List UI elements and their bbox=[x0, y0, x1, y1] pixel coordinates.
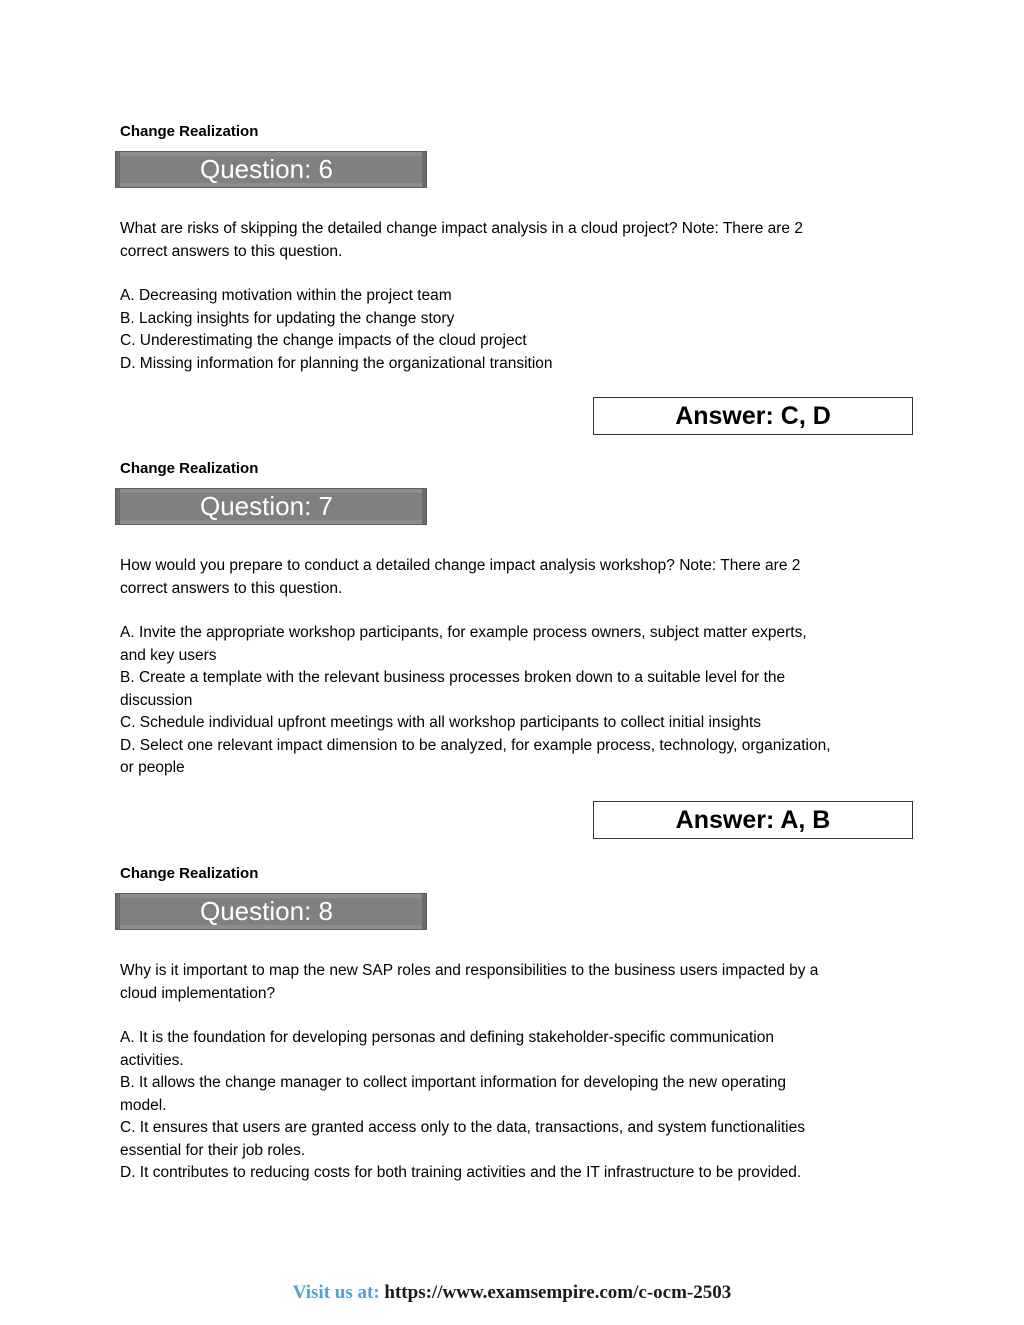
question-header bbox=[115, 893, 427, 930]
question-header bbox=[115, 488, 427, 525]
option-line: A. Decreasing motivation within the project team bbox=[120, 287, 452, 304]
stem-line: correct answers to this question. bbox=[120, 579, 343, 597]
answer-box: Answer: A, B bbox=[593, 801, 913, 839]
footer-url-link[interactable]: https://www.examsempire.com/c-ocm-2503 bbox=[384, 1282, 732, 1303]
section-label: Change Realization bbox=[120, 123, 259, 140]
answer-options bbox=[120, 1027, 900, 1185]
question-header bbox=[115, 151, 427, 188]
option-line: model. bbox=[120, 1096, 167, 1114]
footer bbox=[0, 1282, 1024, 1304]
question-title: Question: 8 bbox=[200, 896, 333, 926]
stem-line: Why is it important to map the new SAP roles and responsibilities to the business users impacted by a bbox=[120, 962, 819, 979]
stem-line: How would you prepare to conduct a detailed change impact analysis workshop? Note: There are 2 bbox=[120, 557, 801, 574]
stem-line: What are risks of skipping the detailed change impact analysis in a cloud project? Note: There are 2 bbox=[120, 220, 803, 237]
option-line: D. Select one relevant impact dimension to be analyzed, for example process, technology, organization, bbox=[120, 736, 831, 754]
answer-box: Answer: C, D bbox=[593, 397, 913, 435]
option-line: C. Schedule individual upfront meetings with all workshop participants to collect initial insights bbox=[120, 714, 761, 731]
question-title: Question: 7 bbox=[200, 491, 333, 521]
option-line: discussion bbox=[120, 691, 193, 709]
option-line: D. It contributes to reducing costs for both training activities and the IT infrastructure to be provided. bbox=[120, 1164, 802, 1181]
question-title: Question: 6 bbox=[200, 154, 333, 184]
section-label: Change Realization bbox=[120, 460, 259, 477]
stem-line: cloud implementation? bbox=[120, 984, 276, 1002]
option-line: C. It ensures that users are granted access only to the data, transactions, and system functionalities bbox=[120, 1119, 805, 1136]
option-line: or people bbox=[120, 759, 185, 776]
option-line: B. Lacking insights for updating the change story bbox=[120, 309, 455, 327]
option-line: essential for their job roles. bbox=[120, 1141, 306, 1159]
question-stem bbox=[120, 960, 900, 1005]
option-line: A. It is the foundation for developing personas and defining stakeholder-specific communication bbox=[120, 1029, 774, 1046]
option-line: B. It allows the change manager to collect important information for developing the new operating bbox=[120, 1074, 787, 1091]
option-line: activities. bbox=[120, 1051, 184, 1069]
answer-options bbox=[120, 622, 900, 780]
stem-line: correct answers to this question. bbox=[120, 242, 343, 260]
option-line: B. Create a template with the relevant business processes broken down to a suitable level for the bbox=[120, 669, 786, 686]
footer-visit-label: Visit us at: bbox=[292, 1282, 380, 1303]
question-stem bbox=[120, 218, 900, 263]
question-stem bbox=[120, 555, 900, 600]
option-line: A. Invite the appropriate workshop participants, for example process owners, subject matter experts, bbox=[120, 624, 807, 641]
option-line: and key users bbox=[120, 646, 217, 664]
answer-options bbox=[120, 285, 900, 375]
option-line: C. Underestimating the change impacts of the cloud project bbox=[120, 332, 527, 349]
section-label: Change Realization bbox=[120, 865, 259, 882]
option-line: D. Missing information for planning the organizational transition bbox=[120, 354, 553, 372]
